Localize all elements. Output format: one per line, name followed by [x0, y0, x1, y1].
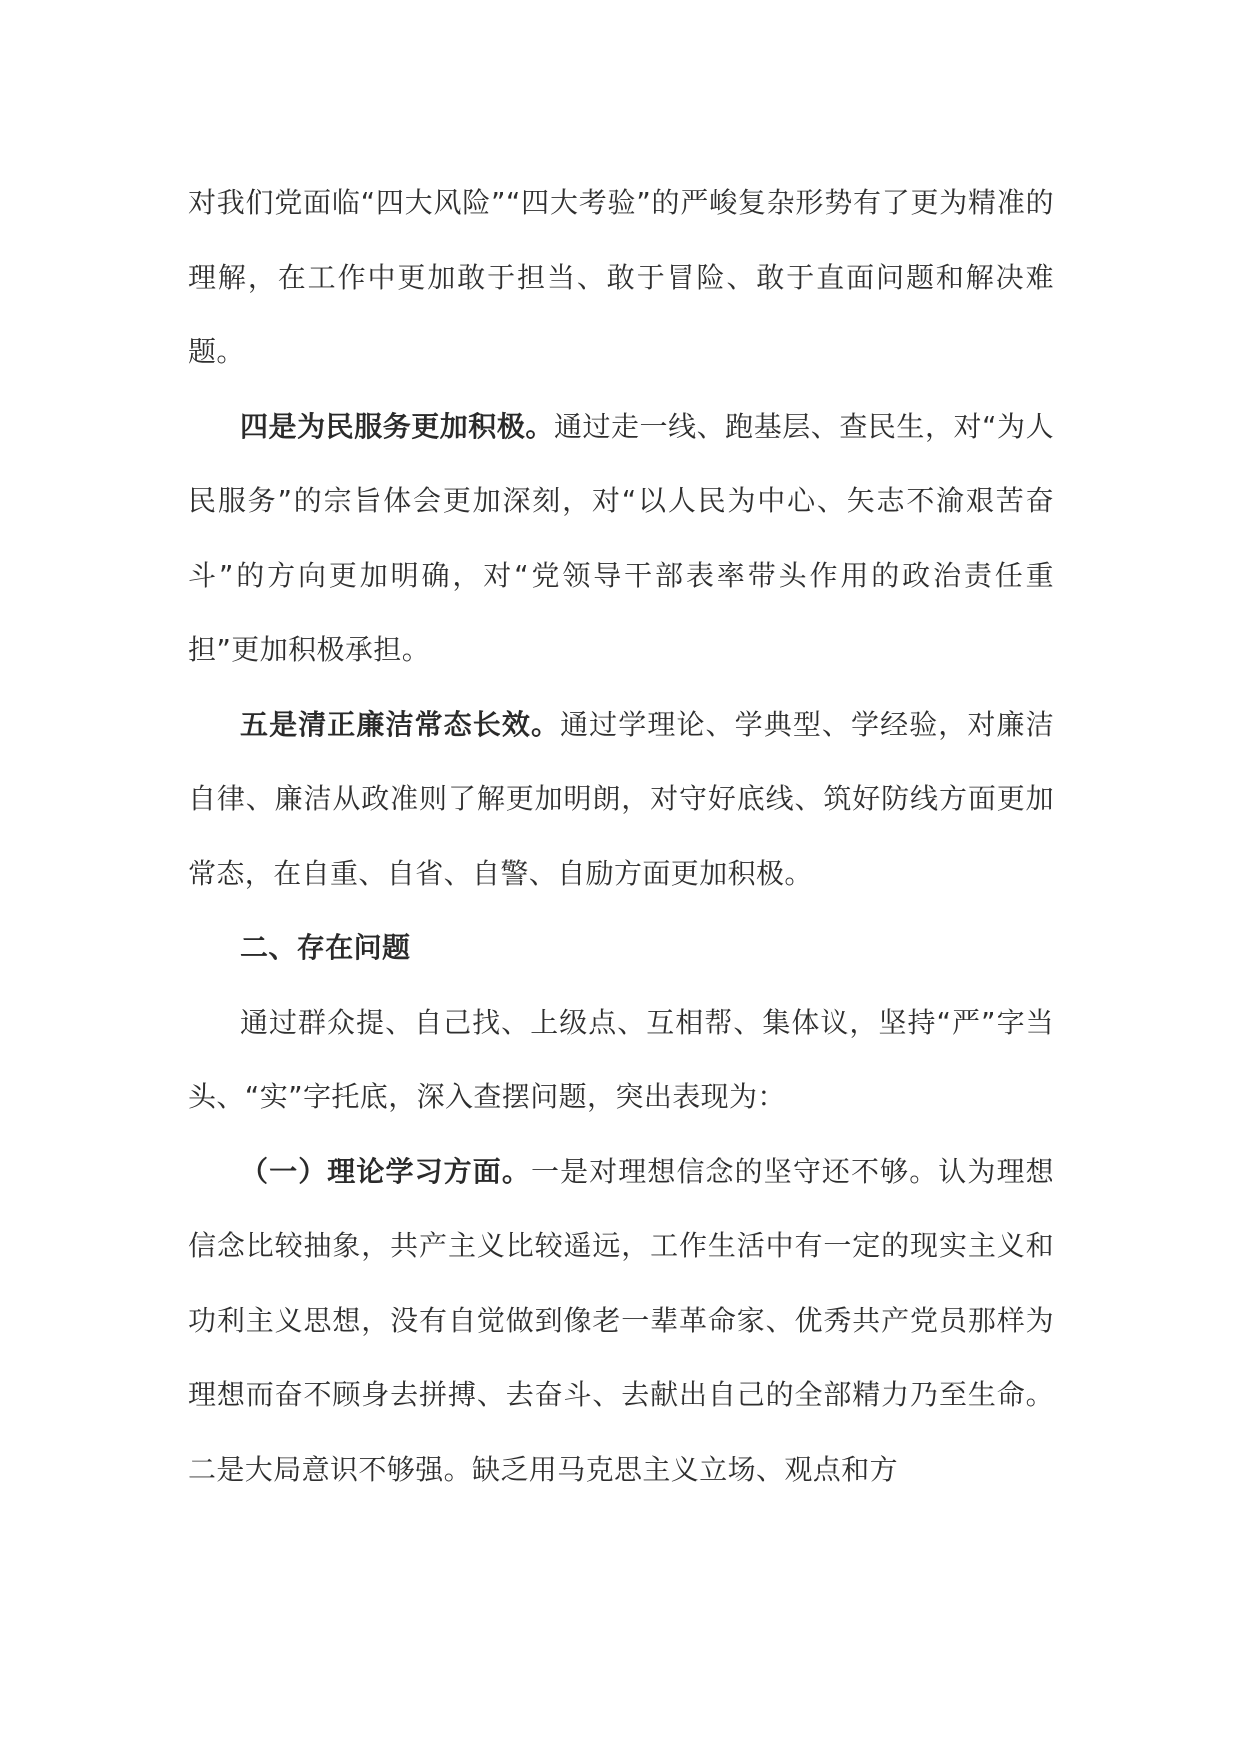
paragraph-lead: 四是为民服务更加积极。 — [240, 409, 554, 443]
paragraph-service — [188, 390, 1054, 688]
paragraph-text: 对我们党面临“四大风险”“四大考验”的严峻复杂形势有了更为精准的理解，在工作中更加敢于担当、敢于冒险、敢于直面问题和解决难题。 — [188, 186, 1054, 368]
paragraph-intro — [188, 986, 1054, 1135]
paragraph-lead: 五是清正廉洁常态长效。 — [240, 707, 561, 741]
paragraph-text: 通过走一线、跑基层、查民生，对“为人民服务”的宗旨体会更加深刻，对“以人民为中心、矢志不渝艰苦奋斗”的方向更加明确，对“党领导干部表率带头作用的政治责任重担”更加积极承担。 — [188, 409, 1054, 666]
paragraph-integrity — [188, 688, 1054, 912]
section-heading: 二、存在问题 — [240, 931, 411, 964]
document-body — [188, 166, 1054, 1507]
paragraph-text: 一是对理想信念的坚守还不够。认为理想信念比较抽象，共产主义比较遥远，工作生活中有一定的现实主义和功利主义思想，没有自觉做到像老一辈革命家、优秀共产党员那样为理想而奋不顾身去拼搏、去奋斗、去献出自己的全部精力乃至生命。二是大局意识不够强。缺乏用马克思主义立场、观点和方 — [188, 1154, 1054, 1486]
paragraph-continuation — [188, 166, 1054, 390]
paragraph-lead: （一）理论学习方面。 — [240, 1154, 531, 1188]
paragraph-text: 通过群众提、自己找、上级点、互相帮、集体议，坚持“严”字当头、“实”字托底，深入查摆问题，突出表现为： — [188, 1005, 1054, 1113]
paragraph-text: 通过学理论、学典型、学经验，对廉洁自律、廉洁从政准则了解更加明朗，对守好底线、筑好防线方面更加常态，在自重、自省、自警、自励方面更加积极。 — [188, 707, 1054, 890]
paragraph-theory-study — [188, 1135, 1054, 1508]
